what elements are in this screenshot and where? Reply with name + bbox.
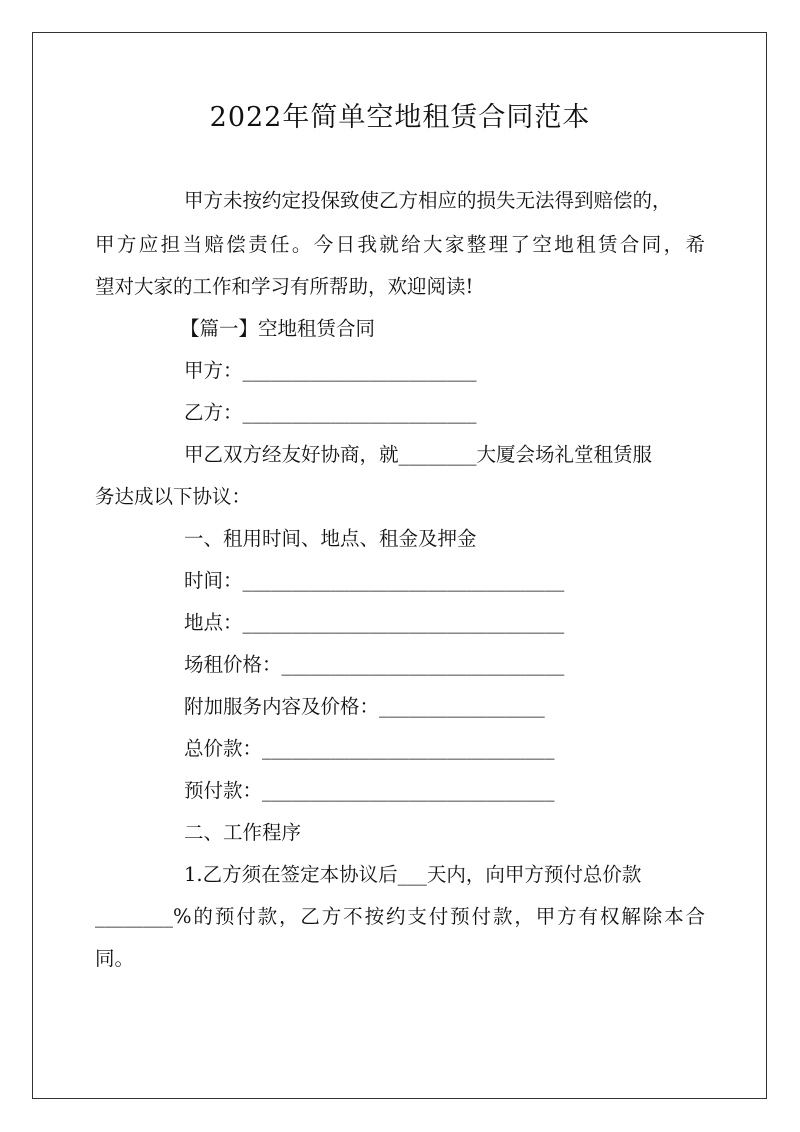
extra-services-field: 附加服务内容及价格：_________________ [184, 695, 545, 718]
clause-2-item-1-line-3: 同。 [95, 947, 135, 970]
clause-2-heading: 二、工作程序 [184, 821, 302, 844]
total-price-field: 总价款：______________________________ [184, 737, 555, 760]
party-a-line: 甲方：________________________ [184, 359, 477, 382]
clause-2-item-1-line-2: ________%的预付款，乙方不按约支付预付款，甲方有权解除本合 [95, 905, 705, 928]
section-heading: 【篇一】空地租赁合同 [180, 317, 376, 340]
agreement-line-2: 务达成以下协议： [95, 485, 252, 508]
venue-price-field: 场租价格：_____________________________ [184, 653, 565, 676]
intro-line-3: 望对大家的工作和学习有所帮助，欢迎阅读! [95, 275, 474, 298]
place-field: 地点：_________________________________ [184, 611, 565, 634]
clause-1-heading: 一、租用时间、地点、租金及押金 [184, 527, 477, 550]
agreement-line-1: 甲乙双方经友好协商，就________大厦会场礼堂租赁服 [184, 443, 653, 466]
clause-2-item-1-line-1: 1.乙方须在签定本协议后___天内，向甲方预付总价款 [184, 863, 642, 886]
intro-line-2: 甲方应担当赔偿责任。今日我就给大家整理了空地租赁合同，希 [95, 233, 705, 256]
party-b-line: 乙方：________________________ [184, 401, 477, 424]
time-field: 时间：_________________________________ [184, 569, 565, 592]
intro-line-1: 甲方未按约定投保致使乙方相应的损失无法得到赔偿的， [184, 189, 672, 212]
prepayment-field: 预付款：______________________________ [184, 779, 555, 802]
document-title: 2022年简单空地租赁合同范本 [209, 102, 591, 133]
